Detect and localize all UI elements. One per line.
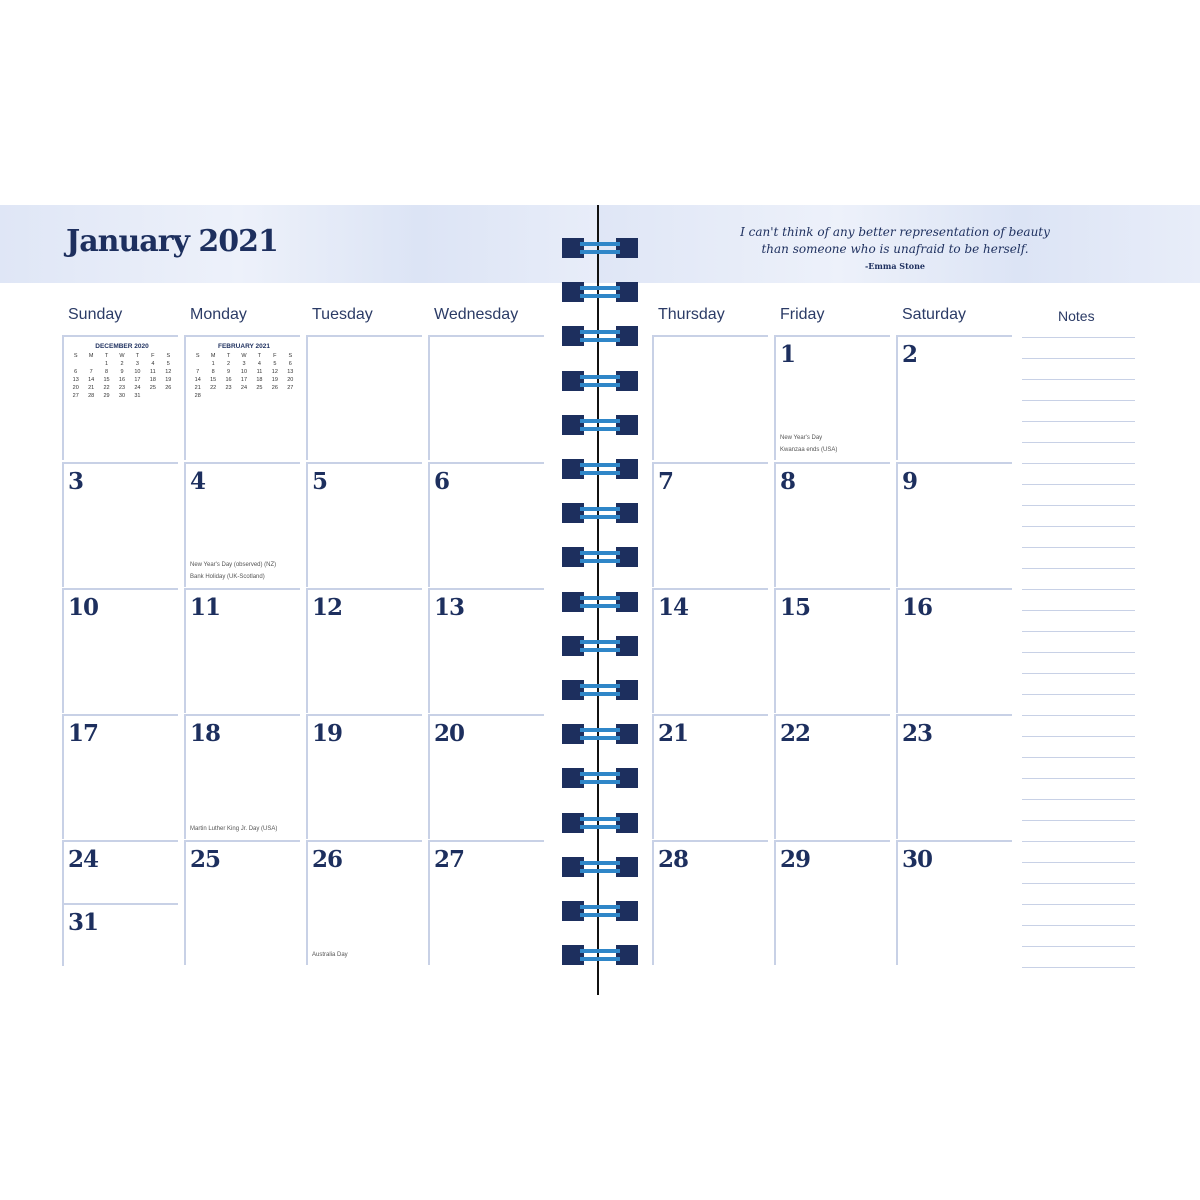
day-cell[interactable] <box>184 462 300 587</box>
mini-day: 4 <box>257 361 261 367</box>
day-cell[interactable] <box>428 840 544 965</box>
day-number: 6 <box>434 468 450 495</box>
day-header: Saturday <box>902 306 967 323</box>
day-number: 18 <box>190 720 221 747</box>
day-cell[interactable] <box>62 588 178 713</box>
mini-day: 5 <box>166 361 170 367</box>
mini-day: 24 <box>134 385 141 391</box>
day-cell[interactable] <box>62 840 178 903</box>
mini-day: 18 <box>256 377 263 383</box>
notes-line[interactable] <box>1022 736 1135 737</box>
mini-calendar-title: FEBRUARY 2021 <box>217 343 271 350</box>
spiral-ring <box>562 547 638 567</box>
day-number: 11 <box>190 594 221 621</box>
day-number: 26 <box>312 846 343 873</box>
mini-day: 28 <box>194 393 201 399</box>
notes-line[interactable] <box>1022 484 1135 485</box>
notes-line[interactable] <box>1022 547 1135 548</box>
mini-day: 10 <box>240 369 248 375</box>
mini-day: 28 <box>88 393 95 399</box>
spiral-ring <box>562 592 638 612</box>
mini-calendar <box>190 343 298 399</box>
notes-line[interactable] <box>1022 799 1135 800</box>
day-number: 19 <box>312 720 343 747</box>
holiday: New Year's Day <box>780 435 823 441</box>
day-number: 24 <box>68 846 99 873</box>
day-cell[interactable] <box>306 462 422 587</box>
day-number: 1 <box>780 341 796 368</box>
mini-day-head: M <box>88 353 94 359</box>
mini-day: 13 <box>287 369 294 375</box>
day-number: 5 <box>312 468 328 495</box>
day-header: Wednesday <box>434 306 519 323</box>
day-cell[interactable] <box>62 335 178 460</box>
mini-day: 27 <box>72 393 79 399</box>
day-cell[interactable] <box>896 714 1012 839</box>
day-number: 3 <box>68 468 84 495</box>
notes-line[interactable] <box>1022 505 1135 506</box>
mini-day-head: W <box>241 353 247 359</box>
mini-day: 20 <box>72 385 79 391</box>
spiral-ring <box>562 813 638 833</box>
notes-line[interactable] <box>1022 610 1135 611</box>
mini-day: 1 <box>211 361 215 367</box>
day-number: 15 <box>780 594 811 621</box>
mini-day: 29 <box>103 393 110 399</box>
mini-calendar-grid <box>190 353 298 399</box>
mini-day: 2 <box>120 361 124 367</box>
mini-day-head: T <box>257 353 262 359</box>
mini-day: 14 <box>194 377 201 383</box>
day-cell[interactable] <box>652 714 768 839</box>
day-cell[interactable] <box>896 840 1012 965</box>
day-cell[interactable] <box>428 588 544 713</box>
spiral-ring <box>562 503 638 523</box>
day-cell[interactable] <box>652 335 768 460</box>
mini-day: 21 <box>88 385 95 391</box>
mini-day: 27 <box>287 385 294 391</box>
notes-line[interactable] <box>1022 379 1135 380</box>
day-number: 25 <box>190 846 221 873</box>
day-cell[interactable] <box>306 335 422 460</box>
mini-calendar-title: DECEMBER 2020 <box>95 343 149 350</box>
mini-day: 8 <box>105 369 109 375</box>
quote-line-2: than someone who is unafraid to be herself. <box>761 242 1029 256</box>
day-cell[interactable] <box>774 840 890 965</box>
month-title: January 2021 <box>66 224 278 259</box>
day-cell[interactable] <box>428 462 544 587</box>
notes-line[interactable] <box>1022 946 1135 947</box>
mini-day: 15 <box>103 377 110 383</box>
spiral-ring <box>562 901 638 921</box>
notes-line[interactable] <box>1022 526 1135 527</box>
day-cell[interactable] <box>896 335 1012 460</box>
holiday-text <box>190 823 277 835</box>
spiral-ring <box>562 415 638 435</box>
mini-day: 20 <box>287 377 294 383</box>
spiral-ring <box>562 459 638 479</box>
holiday: New Year's Day (observed) (NZ) <box>190 562 277 568</box>
mini-day-head: S <box>195 353 200 359</box>
day-cell[interactable] <box>896 462 1012 587</box>
notes-line[interactable] <box>1022 568 1135 569</box>
mini-day: 25 <box>256 385 263 391</box>
day-cell[interactable] <box>652 588 768 713</box>
mini-day-head: M <box>210 353 216 359</box>
mini-day-head: S <box>73 353 78 359</box>
mini-day: 9 <box>120 369 124 375</box>
mini-day: 18 <box>149 377 156 383</box>
day-cell[interactable] <box>428 335 544 460</box>
day-number: 30 <box>902 846 933 873</box>
mini-day: 10 <box>134 369 141 375</box>
day-cell[interactable] <box>62 714 178 839</box>
day-number: 10 <box>68 594 99 621</box>
day-header: Sunday <box>68 306 123 323</box>
mini-blank <box>190 361 205 367</box>
spiral-ring <box>562 238 638 258</box>
mini-day: 19 <box>165 377 172 383</box>
notes-line[interactable] <box>1022 925 1135 926</box>
notes-line[interactable] <box>1022 631 1135 632</box>
day-number: 27 <box>434 846 465 873</box>
day-number: 7 <box>658 468 674 495</box>
notes-line[interactable] <box>1022 778 1135 779</box>
mini-day: 21 <box>194 385 201 391</box>
mini-day: 23 <box>225 385 232 391</box>
notes-line[interactable] <box>1022 673 1135 674</box>
spiral-ring <box>562 768 638 788</box>
day-header: Monday <box>190 306 247 323</box>
notes-line[interactable] <box>1022 841 1135 842</box>
notes-line[interactable] <box>1022 589 1135 590</box>
day-cell[interactable] <box>652 462 768 587</box>
mini-day: 22 <box>210 385 217 391</box>
mini-day: 7 <box>89 369 93 375</box>
notes-line[interactable] <box>1022 757 1135 758</box>
day-number: 20 <box>434 720 465 747</box>
notes-line[interactable] <box>1022 442 1135 443</box>
day-cell[interactable] <box>184 588 300 713</box>
mini-day: 26 <box>271 385 278 391</box>
notes-line[interactable] <box>1022 904 1135 905</box>
mini-day: 17 <box>240 377 248 383</box>
day-number: 29 <box>780 846 811 873</box>
spiral-ring <box>562 282 638 302</box>
spiral-ring <box>562 326 638 346</box>
day-cell[interactable] <box>184 714 300 839</box>
day-number: 12 <box>312 594 343 621</box>
mini-day: 23 <box>118 385 126 391</box>
spiral-ring <box>562 680 638 700</box>
mini-day: 7 <box>196 369 200 375</box>
notes-line[interactable] <box>1022 421 1135 422</box>
mini-blank <box>83 361 98 367</box>
day-cell[interactable] <box>774 588 890 713</box>
notes-line[interactable] <box>1022 862 1135 863</box>
mini-day: 1 <box>105 361 109 367</box>
mini-calendar <box>68 343 176 399</box>
mini-day: 22 <box>103 385 110 391</box>
notes-heading: Notes <box>1058 308 1095 324</box>
day-cell[interactable] <box>306 840 422 965</box>
day-cell[interactable] <box>62 903 178 966</box>
day-number: 4 <box>190 468 206 495</box>
mini-day-head: W <box>119 353 125 359</box>
day-number: 8 <box>780 468 796 495</box>
mini-day: 31 <box>134 393 141 399</box>
day-cell[interactable] <box>184 840 300 965</box>
day-number: 17 <box>68 720 99 747</box>
notes-line[interactable] <box>1022 883 1135 884</box>
mini-day: 12 <box>165 369 172 375</box>
day-header: Tuesday <box>312 306 373 323</box>
holiday: Martin Luther King Jr. Day (USA) <box>190 826 278 832</box>
mini-day: 4 <box>151 361 155 367</box>
day-cell[interactable] <box>774 714 890 839</box>
mini-day-head: S <box>288 353 293 359</box>
day-number: 2 <box>902 341 918 368</box>
mini-day: 8 <box>211 369 215 375</box>
notes-line[interactable] <box>1022 820 1135 821</box>
spiral-ring <box>562 371 638 391</box>
day-cell[interactable] <box>774 462 890 587</box>
day-cell[interactable] <box>428 714 544 839</box>
day-number: 13 <box>434 594 465 621</box>
mini-day: 5 <box>273 361 277 367</box>
notes-line[interactable] <box>1022 337 1135 338</box>
mini-day: 16 <box>118 377 126 383</box>
quote-line-1: I can't think of any better representation of beauty <box>740 225 1050 239</box>
holiday: Bank Holiday (UK-Scotland) <box>190 574 265 580</box>
mini-day: 30 <box>118 393 126 399</box>
notes-line[interactable] <box>1022 967 1135 968</box>
day-number: 9 <box>902 468 918 495</box>
mini-day: 11 <box>256 369 263 375</box>
mini-day: 15 <box>210 377 217 383</box>
mini-day-head: T <box>226 353 231 359</box>
mini-day-head: F <box>273 353 277 359</box>
mini-day: 16 <box>225 377 232 383</box>
mini-day: 14 <box>88 377 95 383</box>
holiday: Kwanzaa ends (USA) <box>780 447 838 453</box>
notes-line[interactable] <box>1022 652 1135 653</box>
day-header: Thursday <box>658 306 725 323</box>
day-number: 21 <box>658 720 689 747</box>
day-cell[interactable] <box>306 714 422 839</box>
holiday-text <box>312 949 348 961</box>
day-number: 31 <box>68 909 99 936</box>
spiral-ring <box>562 857 638 877</box>
day-cell[interactable] <box>184 335 300 460</box>
holiday: Australia Day <box>312 952 348 958</box>
mini-day: 17 <box>134 377 141 383</box>
mini-day: 11 <box>149 369 156 375</box>
mini-day-head: F <box>151 353 155 359</box>
mini-day: 26 <box>165 385 172 391</box>
mini-day-head: T <box>104 353 109 359</box>
mini-day: 3 <box>242 361 246 367</box>
mini-day: 6 <box>288 361 292 367</box>
mini-day: 2 <box>227 361 231 367</box>
day-cell[interactable] <box>896 588 1012 713</box>
day-cell[interactable] <box>774 335 890 460</box>
spiral-ring <box>562 636 638 656</box>
day-header: Friday <box>780 306 825 323</box>
notes-line[interactable] <box>1022 400 1135 401</box>
day-number: 16 <box>902 594 933 621</box>
mini-day: 25 <box>149 385 156 391</box>
spiral-ring <box>562 724 638 744</box>
quote <box>735 224 1055 275</box>
holiday-text <box>190 559 276 583</box>
mini-day: 19 <box>271 377 278 383</box>
mini-day: 12 <box>271 369 278 375</box>
mini-calendar-grid <box>68 353 176 399</box>
mini-blank <box>68 361 83 367</box>
spiral-ring <box>562 945 638 965</box>
day-number: 28 <box>658 846 689 873</box>
day-cell[interactable] <box>62 462 178 587</box>
mini-day: 24 <box>240 385 248 391</box>
holiday-text <box>780 432 837 456</box>
notes-line[interactable] <box>1022 715 1135 716</box>
day-number: 22 <box>780 720 811 747</box>
day-cell[interactable] <box>652 840 768 965</box>
quote-author: -Emma Stone <box>864 261 926 271</box>
notes-line[interactable] <box>1022 358 1135 359</box>
mini-day: 6 <box>74 369 78 375</box>
notes-line[interactable] <box>1022 463 1135 464</box>
day-cell[interactable] <box>306 588 422 713</box>
mini-day-head: T <box>135 353 140 359</box>
day-number: 14 <box>658 594 689 621</box>
mini-day: 13 <box>72 377 79 383</box>
day-number: 23 <box>902 720 933 747</box>
mini-day: 9 <box>227 369 231 375</box>
mini-day-head: S <box>166 353 171 359</box>
notes-line[interactable] <box>1022 694 1135 695</box>
mini-day: 3 <box>135 361 139 367</box>
